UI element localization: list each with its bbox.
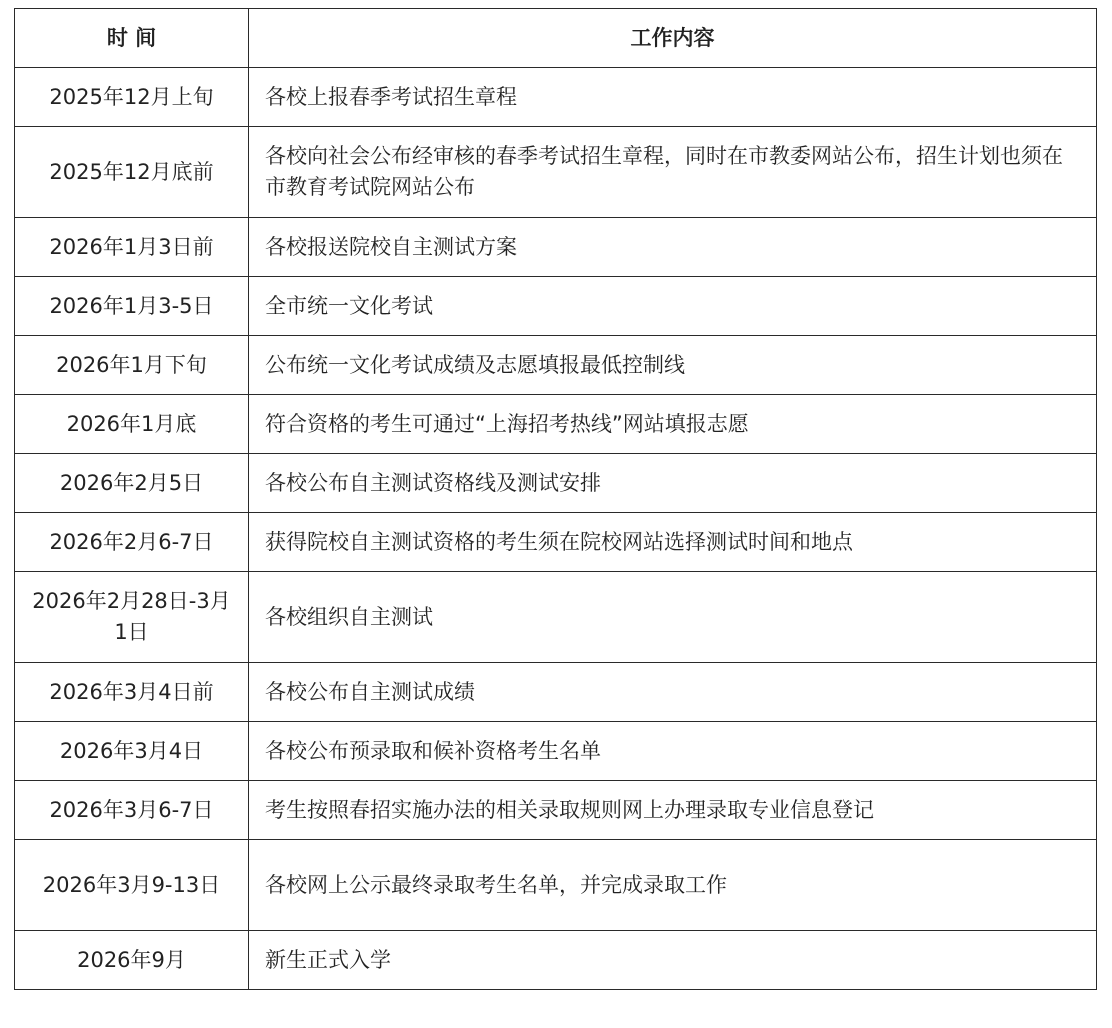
work-cell: 各校报送院校自主测试方案 [249, 218, 1097, 277]
table-row [15, 663, 1097, 722]
work-cell: 各校向社会公布经审核的春季考试招生章程，同时在市教委网站公布，招生计划也须在市教育考试院网站公布 [249, 127, 1097, 218]
table-row [15, 840, 1097, 931]
work-cell: 各校公布自主测试成绩 [249, 663, 1097, 722]
table-row [15, 513, 1097, 572]
table-row [15, 336, 1097, 395]
time-cell: 2026年3月4日 [15, 722, 249, 781]
table-row [15, 781, 1097, 840]
schedule-table [14, 8, 1097, 990]
time-cell: 2026年2月5日 [15, 454, 249, 513]
work-cell: 各校公布自主测试资格线及测试安排 [249, 454, 1097, 513]
time-cell: 2025年12月底前 [15, 127, 249, 218]
table-row [15, 931, 1097, 990]
header-work-content: 工作内容 [249, 9, 1097, 68]
work-cell: 公布统一文化考试成绩及志愿填报最低控制线 [249, 336, 1097, 395]
table-row [15, 572, 1097, 663]
work-cell: 获得院校自主测试资格的考生须在院校网站选择测试时间和地点 [249, 513, 1097, 572]
work-cell: 各校组织自主测试 [249, 572, 1097, 663]
work-cell: 符合资格的考生可通过“上海招考热线”网站填报志愿 [249, 395, 1097, 454]
schedule-table-container [14, 8, 1096, 990]
table-row [15, 68, 1097, 127]
time-cell: 2026年9月 [15, 931, 249, 990]
time-cell: 2026年3月4日前 [15, 663, 249, 722]
time-cell: 2026年2月6-7日 [15, 513, 249, 572]
time-cell: 2026年1月底 [15, 395, 249, 454]
work-cell: 各校网上公示最终录取考生名单，并完成录取工作 [249, 840, 1097, 931]
work-cell: 各校公布预录取和候补资格考生名单 [249, 722, 1097, 781]
table-row [15, 722, 1097, 781]
time-cell: 2026年1月3日前 [15, 218, 249, 277]
work-cell: 全市统一文化考试 [249, 277, 1097, 336]
table-row [15, 127, 1097, 218]
time-cell: 2026年1月3-5日 [15, 277, 249, 336]
work-cell: 考生按照春招实施办法的相关录取规则网上办理录取专业信息登记 [249, 781, 1097, 840]
header-time: 时 间 [15, 9, 249, 68]
table-row [15, 277, 1097, 336]
table-row [15, 395, 1097, 454]
time-cell: 2026年3月9-13日 [15, 840, 249, 931]
table-row [15, 218, 1097, 277]
time-cell: 2026年2月28日-3月1日 [15, 572, 249, 663]
table-row [15, 454, 1097, 513]
time-cell: 2026年1月下旬 [15, 336, 249, 395]
time-cell: 2025年12月上旬 [15, 68, 249, 127]
time-cell: 2026年3月6-7日 [15, 781, 249, 840]
table-header-row [15, 9, 1097, 68]
work-cell: 新生正式入学 [249, 931, 1097, 990]
work-cell: 各校上报春季考试招生章程 [249, 68, 1097, 127]
